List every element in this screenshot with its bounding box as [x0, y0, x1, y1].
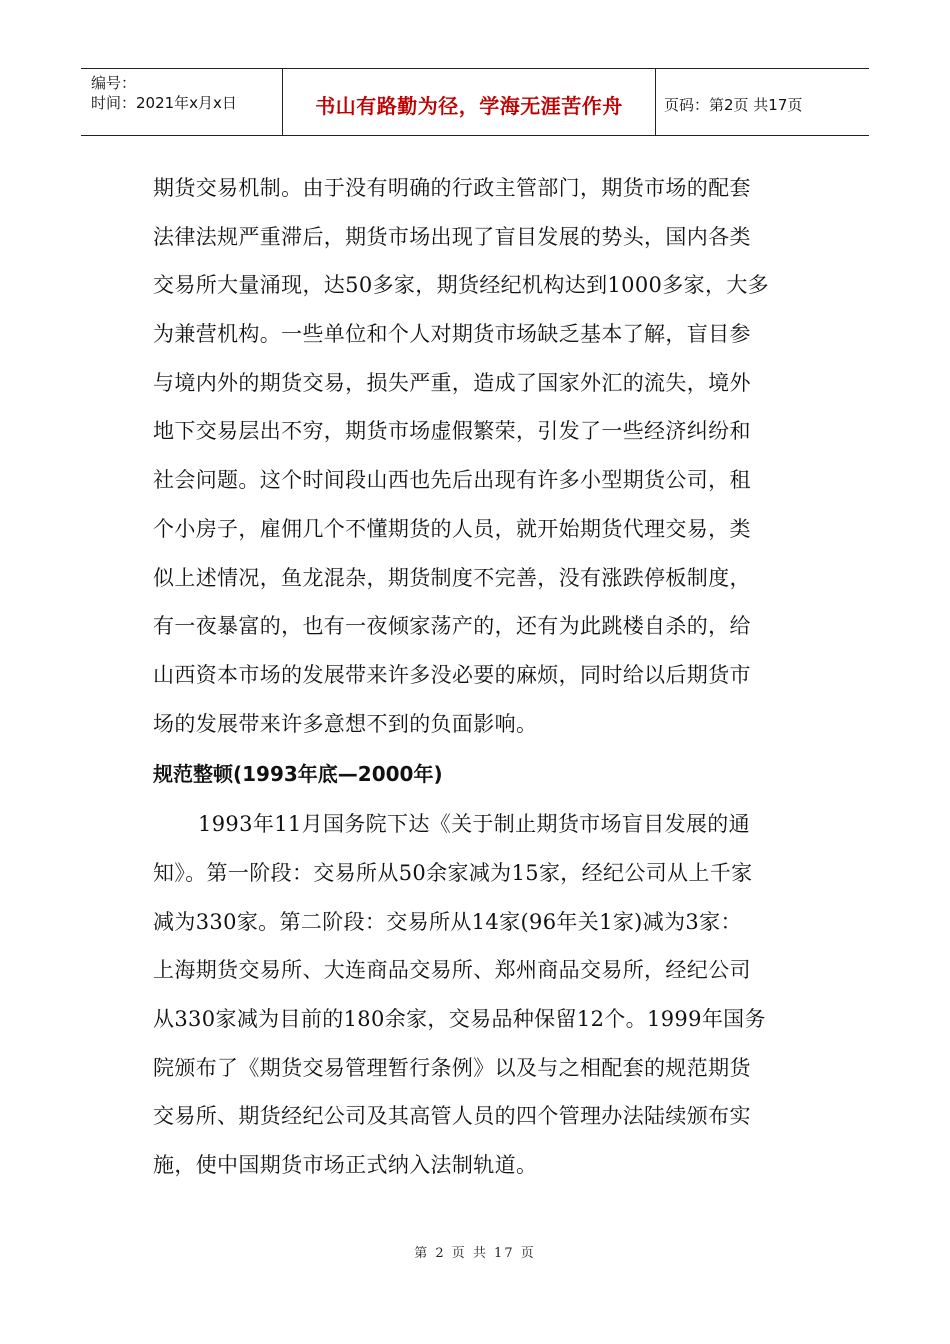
text-line: 有一夜暴富的，也有一夜倾家荡产的，还有为此跳楼自杀的，给 — [153, 614, 751, 639]
text-line: 场的发展带来许多意想不到的负面影响。 — [153, 711, 538, 736]
text-line: 交易所、期货经纪公司及其高管人员的四个管理办法陆续颁布实 — [153, 1104, 751, 1129]
header-page-number: 页码：第2页 共17页 — [664, 95, 803, 114]
text-line: 与境内外的期货交易，损失严重，造成了国家外汇的流失，境外 — [153, 370, 751, 395]
text-line: 期货交易机制。由于没有明确的行政主管部门，期货市场的配套 — [153, 176, 751, 200]
page-header — [81, 68, 869, 136]
document-body — [153, 164, 801, 1190]
header-info-cell — [81, 69, 282, 135]
text-line: 法律法规严重滞后，期货市场出现了盲目发展的势头，国内各类 — [153, 224, 751, 249]
page-footer: 第 2 页 共 17 页 — [414, 1246, 536, 1261]
document-number: 编号： — [91, 74, 137, 92]
text-line: 为兼营机构。一些单位和个人对期货市场缺乏基本了解，盲目参 — [153, 322, 751, 347]
paragraph-2 — [153, 800, 801, 1190]
text-line: 减为330家。第二阶段：交易所从14家(96年关1家)减为3家： — [153, 909, 742, 934]
text-line: 山西资本市场的发展带来许多没必要的麻烦，同时给以后期货市 — [153, 662, 751, 687]
text-line: 个小房子，雇佣几个不懂期货的人员，就开始期货代理交易，类 — [153, 516, 751, 541]
header-motto: 书山有路勤为径，学海无涯苦作舟 — [282, 69, 656, 135]
text-line: 院颁布了《期货交易管理暂行条例》以及与之相配套的规范期货 — [153, 1055, 751, 1080]
text-line: 似上述情况，鱼龙混杂，期货制度不完善，没有涨跌停板制度， — [153, 565, 751, 590]
text-line: 1993年11月国务院下达《关于制止期货市场盲目发展的通 — [198, 812, 750, 837]
paragraph-1 — [153, 164, 801, 748]
text-line: 社会问题。这个时间段山西也先后出现有许多小型期货公司，租 — [153, 468, 751, 493]
text-line: 地下交易层出不穷，期货市场虚假繁荣，引发了一些经济纠纷和 — [153, 419, 751, 444]
document-time: 时间：2021年x月x日 — [91, 94, 237, 112]
text-line: 施，使中国期货市场正式纳入法制轨道。 — [153, 1153, 538, 1178]
text-line: 上海期货交易所、大连商品交易所、郑州商品交易所，经纪公司 — [153, 958, 751, 983]
text-line: 交易所大量涌现，达50多家，期货经纪机构达到1000多家，大多 — [153, 273, 770, 298]
section-heading: 规范整顿(1993年底—2000年) — [153, 762, 443, 787]
text-line: 知》。第一阶段：交易所从50余家减为15家，经纪公司从上千家 — [153, 860, 753, 885]
text-line: 从330家减为目前的180余家，交易品种保留12个。1999年国务 — [153, 1007, 766, 1031]
